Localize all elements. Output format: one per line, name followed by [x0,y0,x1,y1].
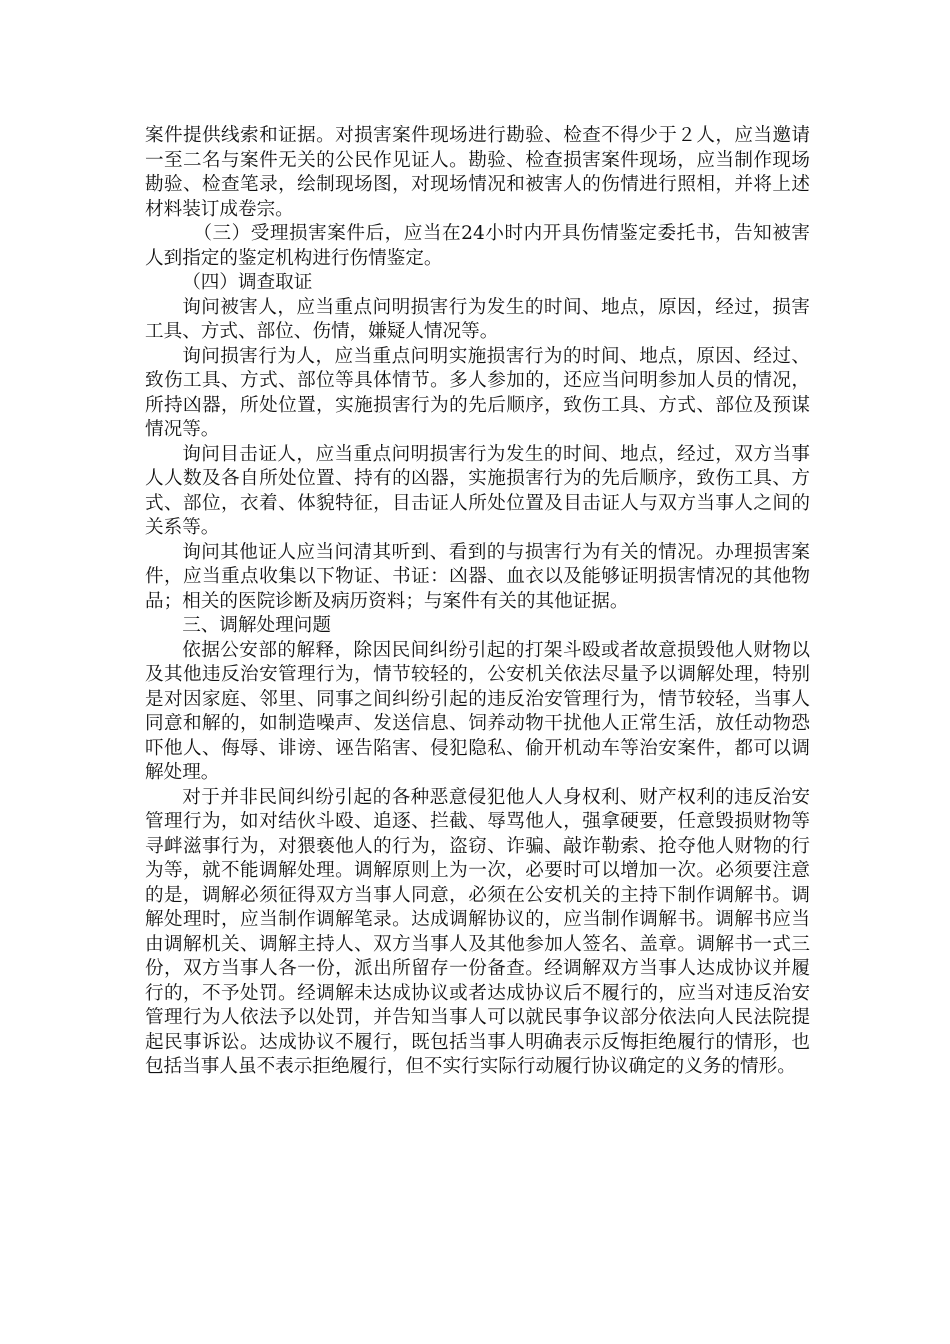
paragraph-scene-inspection: 案件提供线索和证据。对损害案件现场进行勘验、检查不得少于２人，应当邀请一至二名与案件无关的公民作见证人。勘验、检查损害案件现场，应当制作现场勘验、检查笔录，绘制现场图，对现场情况和被害人的伤情进行照相，并将上述材料装订成卷宗。 [145,125,810,220]
paragraph-question-victim: 询问被害人，应当重点问明损害行为发生的时间、地点，原因，经过，损害工具、方式、部位、伤情，嫌疑人情况等。 [145,296,810,342]
paragraph-question-offender: 询问损害行为人，应当重点问明实施损害行为的时间、地点，原因、经过、致伤工具、方式、部位等具体情节。多人参加的，还应当问明参加人员的情况，所持凶器，所处位置，实施损害行为的先后顺序，致伤工具、方式、部位及预谋情况等。 [145,345,810,440]
heading-mediation: 三、调解处理问题 [182,615,331,636]
paragraph-mediation-exclusions: 对于并非民间纠纷引起的各种恶意侵犯他人人身权利、财产权利的违反治安管理行为，如对结伙斗殴、追逐、拦截、辱骂他人，强拿硬要，任意毁损财物等寻衅滋事行为，对猥亵他人的行为，盗窃、诈骗、敲诈勒索、抢夺他人财物的行为等，就不能调解处理。调解原则上为一次，必要时可以增加一次。必须要注意的是，调解必须征得双方当事人同意，必须在公安机关的主持下制作调解书。调解处理时，应当制作调解笔录。达成调解协议的，应当制作调解书。调解书应当由调解机关、调解主持人、双方当事人及其他参加人签名、盖章。调解书一式三份，双方当事人各一份，派出所留存一份备查。经调解双方当事人达成协议并履行的，不予处罚。经调解未达成协议或者达成协议后不履行的，应当对违反治安管理行为人依法予以处罚，并告知当事人可以就民事争议部分依法向人民法院提起民事诉讼。达成协议不履行，既包括当事人明确表示反悔拒绝履行的情形，也包括当事人虽不表示拒绝履行，但不实行实际行动履行协议确定的义务的情形。 [145,786,810,1077]
paragraph-mediation-scope: 依据公安部的解释，除因民间纠纷引起的打架斗殴或者故意损毁他人财物以及其他违反治安管理行为，情节较轻的，公安机关依法尽量予以调解处理，特别是对因家庭、邻里、同事之间纠纷引起的违反治安管理行为，情节较轻，当事人同意和解的，如制造噪声、发送信息、饲养动物干扰他人正常生活，放任动物恐吓他人、侮辱、诽谤、诬告陷害、侵犯隐私、偷开机动车等治安案件，都可以调解处理。 [145,639,810,783]
paragraph-evidence-collection: 询问其他证人应当问清其听到、看到的与损害行为有关的情况。办理损害案件，应当重点收集以下物证、书证：凶器、血衣以及能够证明损害情况的其他物品；相关的医院诊断及病历资料；与案件有关的其他证据。 [145,541,810,612]
heading-investigation: （四）调查取证 [182,272,313,293]
document-body [145,124,810,1080]
paragraph-question-witness: 询问目击证人，应当重点问明损害行为发生的时间、地点，经过，双方当事人人数及各自所处位置、持有的凶器，实施损害行为的先后顺序，致伤工具、方式、部位，衣着、体貌特征，目击证人所处位置及目击证人与双方当事人之间的关系等。 [145,443,810,538]
paragraph-injury-appraisal: （三）受理损害案件后，应当在24小时内开具伤情鉴定委托书，告知被害人到指定的鉴定机构进行伤情鉴定。 [145,223,810,269]
